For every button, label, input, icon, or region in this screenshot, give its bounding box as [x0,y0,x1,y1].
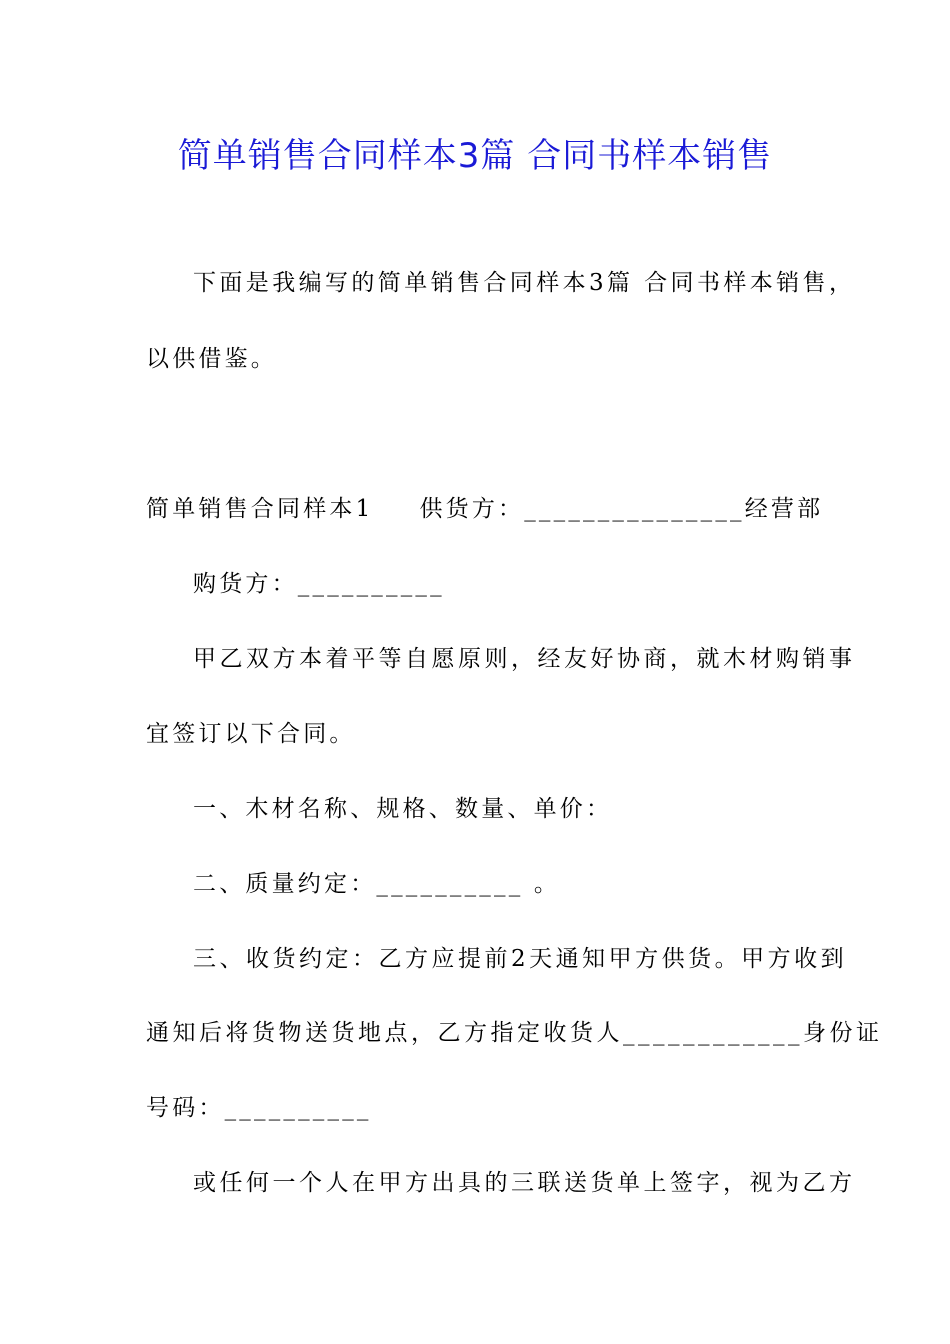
intro-line-1: 下面是我编写的简单销售合同样本3篇 合同书样本销售， [193,270,856,296]
sample1-heading: 简单销售合同样本1 [146,496,374,522]
clause-3-line-1: 三、收货约定：乙方应提前2天通知甲方供货。甲方收到 [193,946,848,972]
clause-3-line-4: 或任何一个人在甲方出具的三联送货单上签字，视为乙方 [193,1170,856,1196]
paragraph-1-line-1: 甲乙双方本着平等自愿原则，经友好协商，就木材购销事 [193,646,856,672]
buyer-line: 购货方：__________ [193,571,445,597]
clause-2: 二、质量约定：__________ 。 [193,871,561,897]
clause-1: 一、木材名称、规格、数量、单价： [193,796,613,822]
document-title: 简单销售合同样本3篇 合同书样本销售 [177,136,773,176]
sample1-heading-row [146,494,823,524]
paragraph-1-line-2: 宜签订以下合同。 [146,721,356,747]
clause-3-line-2: 通知后将货物送货地点，乙方指定收货人____________身份证 [146,1020,883,1046]
intro-line-2: 以供借鉴。 [146,346,277,372]
clause-3-line-3: 号码：__________ [146,1095,372,1121]
supplier-line: 供货方：_______________经营部 [419,496,824,522]
